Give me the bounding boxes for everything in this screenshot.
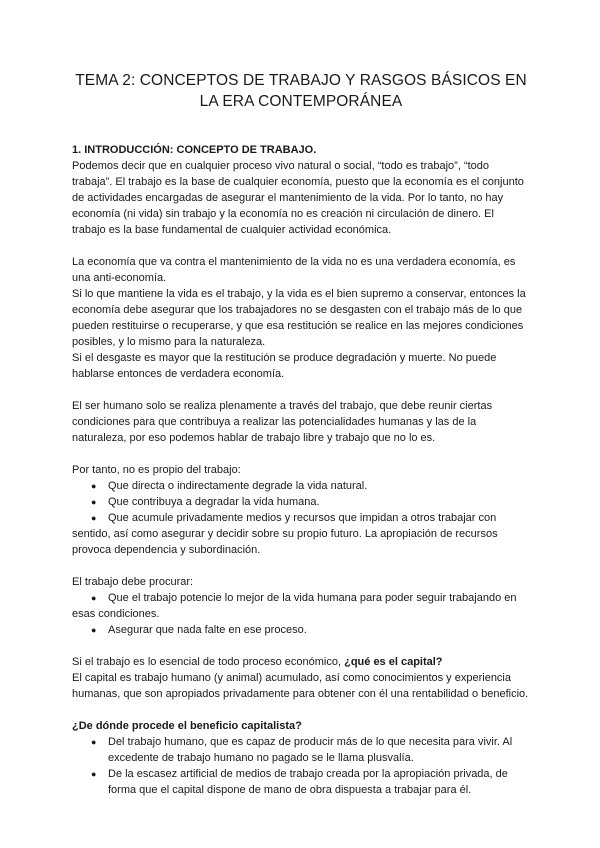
bullet-icon: ● (91, 497, 97, 507)
list-item (72, 510, 530, 558)
list-item-text: De la escasez artificial de medios de trabajo creada por la apropiación privada, de forma que el capital dispone de mano de obra dispuesta a trabajar para él. (108, 768, 508, 796)
list-item-text: Que acumule privadamente medios y recursos que impidan a otros trabajar con sentido, así como asegurar y decidir sobre su propio futuro. La apropiación de recursos provoca dependencia y subordinación. (72, 512, 498, 556)
list-item-text: Que directa o indirectamente degrade la vida natural. (108, 480, 368, 492)
question-profit-origin: ¿De dónde procede el beneficio capitalista? (72, 720, 302, 732)
list-item (72, 494, 530, 510)
paragraph-capital-definition: El capital es trabajo humano (y animal) acumulado, así como conocimientos y experiencia humanas, que son apropiados privadamente para obtener con él una rentabilidad o beneficio. (72, 672, 529, 700)
spacer (72, 446, 530, 462)
list-item (72, 590, 530, 622)
capital-question-bold: ¿qué es el capital? (344, 656, 443, 668)
bullet-icon: ● (91, 593, 97, 603)
list-item-text: Que contribuya a degradar la vida humana. (108, 496, 320, 508)
capital-question-lead: Si el trabajo es lo esencial de todo proceso económico, (72, 656, 345, 668)
paragraph-human-realization: El ser humano solo se realiza plenamente a través del trabajo, que debe reunir ciertas condiciones para que contribuya a realizar las potencialidades humanas y las de la naturaleza, por eso podemos hablar de trabajo libre y trabajo que no lo es. (72, 400, 493, 444)
spacer (72, 238, 530, 254)
spacer (72, 702, 530, 718)
list-not-proper (72, 478, 530, 558)
list-item (72, 766, 530, 798)
paragraph-degradation: Si el desgaste es mayor que la restitución se produce degradación y muerte. No puede hablarse entonces de verdadera economía. (72, 352, 497, 380)
list-item-text: Que el trabajo potencie lo mejor de la vida humana para poder seguir trabajando en esas condiciones. (72, 592, 517, 620)
paragraph-must-procure: El trabajo debe procurar: (72, 576, 194, 588)
list-must-procure (72, 590, 530, 638)
bullet-icon: ● (91, 737, 97, 747)
paragraph-restitution: Si lo que mantiene la vida es el trabajo, y la vida es el bien supremo a conservar, entonces la economía debe asegurar que los trabajadores no se desgasten con el trabajo más de lo que pueden restituirse o recuperarse, y que esa restitución se realice en las mejores condiciones posibles, y lo mismo para la naturaleza. (72, 288, 526, 348)
spacer (72, 558, 530, 574)
bullet-icon: ● (91, 513, 97, 523)
list-item-text: Del trabajo humano, que es capaz de producir más de lo que necesita para vivir. Al excedente de trabajo humano no pagado se le llama plusvalía. (108, 736, 513, 764)
bullet-icon: ● (91, 769, 97, 779)
bullet-icon: ● (91, 625, 97, 635)
list-item-text: Asegurar que nada falte en ese proceso. (108, 624, 307, 636)
list-profit-origin (72, 734, 530, 798)
section-heading: 1. INTRODUCCIÓN: CONCEPTO DE TRABAJO. (72, 144, 317, 156)
list-item (72, 734, 530, 766)
spacer (72, 638, 530, 654)
list-item (72, 622, 530, 638)
spacer (72, 382, 530, 398)
paragraph-anti-economy: La economía que va contra el mantenimiento de la vida no es una verdadera economía, es una anti-economía. (72, 256, 516, 284)
list-item (72, 478, 530, 494)
paragraph-intro: Podemos decir que en cualquier proceso vivo natural o social, “todo es trabajo”, “todo trabaja”. El trabajo es la base de cualquier economía, puesto que la economía es el conjunto de actividades encargadas de asegurar el mantenimiento de la vida. Por lo tanto, no hay economía (ni vida) sin trabajo y la economía no es creación ni circulación de dinero. El trabajo es la base fundamental de cualquier actividad económica. (72, 160, 524, 236)
bullet-icon: ● (91, 481, 97, 491)
paragraph-capital-question (72, 654, 530, 670)
paragraph-not-proper: Por tanto, no es propio del trabajo: (72, 464, 241, 476)
page-title: TEMA 2: CONCEPTOS DE TRABAJO Y RASGOS BÁSICOS EN LA ERA CONTEMPORÁNEA (75, 72, 527, 110)
